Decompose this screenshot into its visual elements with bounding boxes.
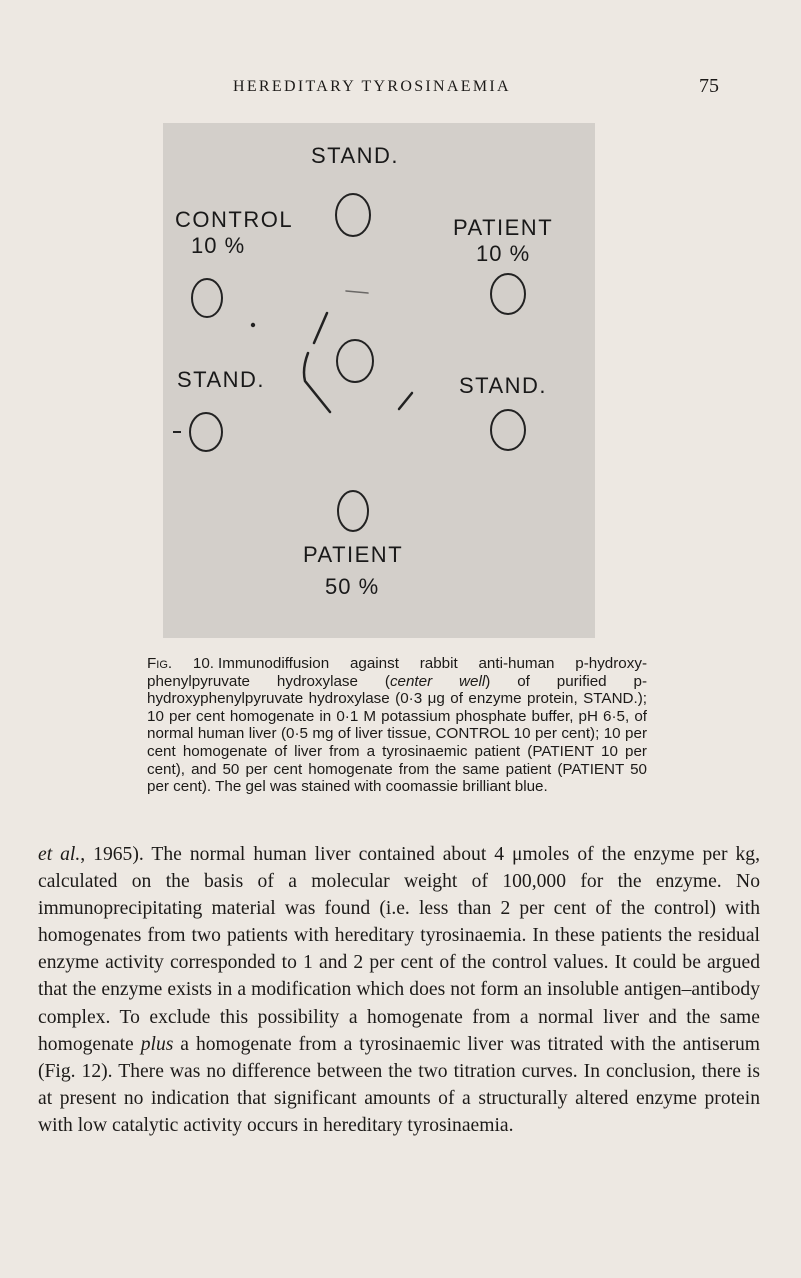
well-patient-bottom — [338, 491, 368, 531]
immunodiffusion-figure — [163, 123, 595, 638]
label-patient-right: PATIENT — [453, 215, 554, 240]
body-text-1: , 1965). The normal human liver contained about 4 μmoles of the enzyme per kg, calculated on the basis of a molecular weight of 100,000 for the enzyme. No immunoprecipitating material was found (i.e. less than 2 per cent of the control) with homogenates from two patients with hereditary tyrosinaemia. In these patients the residual enzyme activity corresponded to 1 and 2 per cent of the control values. It could be argued that the enzyme exists in a modification which does not form an insoluble antigen–antibody complex. To exclude this possibility a homogenate from a normal liver and the same homogenate — [38, 844, 760, 1055]
precipitin-line-top — [346, 291, 368, 293]
well-stand-left — [190, 413, 222, 451]
well-stand-right — [491, 410, 525, 450]
precipitin-arc-left — [314, 313, 327, 343]
body-etal: et al. — [38, 844, 81, 865]
label-patient-right-pct: 10 % — [476, 241, 531, 266]
figure-caption — [147, 655, 647, 796]
label-control: CONTROL — [175, 207, 294, 232]
caption-text-1: Immunodiffusion against rabbit anti-human p-hydroxyphenylpyruvate hydroxylase ( — [147, 655, 647, 690]
running-title: HEREDITARY TYROSINAEMIA — [233, 78, 511, 95]
label-patient-bottom: PATIENT — [303, 542, 404, 567]
label-stand-right: STAND. — [459, 373, 548, 398]
label-stand-top: STAND. — [311, 143, 400, 168]
running-head — [0, 75, 801, 104]
caption-text-2: ) of purified p-hydroxyphenylpyruvate hydroxylase (0·3 μg of enzyme protein, STAND.); 10 per cent homogenate in 0·1 M potassium phosphate buffer, pH 6·5, of normal human liver (0·5 mg of liver tissue, CONTROL 10 per cent); 10 per cent homogenate of liver from a tyrosinaemic patient (PATIENT 10 per cent), and 50 per cent homogenate from the same patient (PATIENT 50 per cent). The gel was stained with coomassie brilliant blue. — [147, 672, 648, 796]
label-stand-left: STAND. — [177, 367, 266, 392]
caption-label: Fig. 10. — [147, 655, 215, 672]
well-control — [192, 279, 222, 317]
body-plus: plus — [140, 1033, 174, 1055]
page-number: 75 — [699, 75, 719, 97]
well-stand-top — [336, 194, 370, 236]
caption-center-well: center well — [389, 672, 486, 690]
label-control-pct: 10 % — [191, 233, 246, 258]
well-center — [337, 340, 373, 382]
body-text-2: a homogenate from a tyrosinaemic liver was titrated with the antiserum (Fig. 12). There was no difference between the two titration curves. In conclusion, there is at present no indication that significant amounts of a structurally altered enzyme protein with low catalytic activity occurs in hereditary tyrosinaemia. — [38, 1033, 760, 1136]
label-patient-bottom-pct: 50 % — [325, 574, 380, 599]
precipitin-arc-right — [399, 393, 412, 409]
precipitin-arc-left-2 — [304, 353, 330, 412]
body-text — [38, 841, 760, 1139]
body-paragraph — [38, 841, 760, 1139]
well-patient-right — [491, 274, 525, 314]
